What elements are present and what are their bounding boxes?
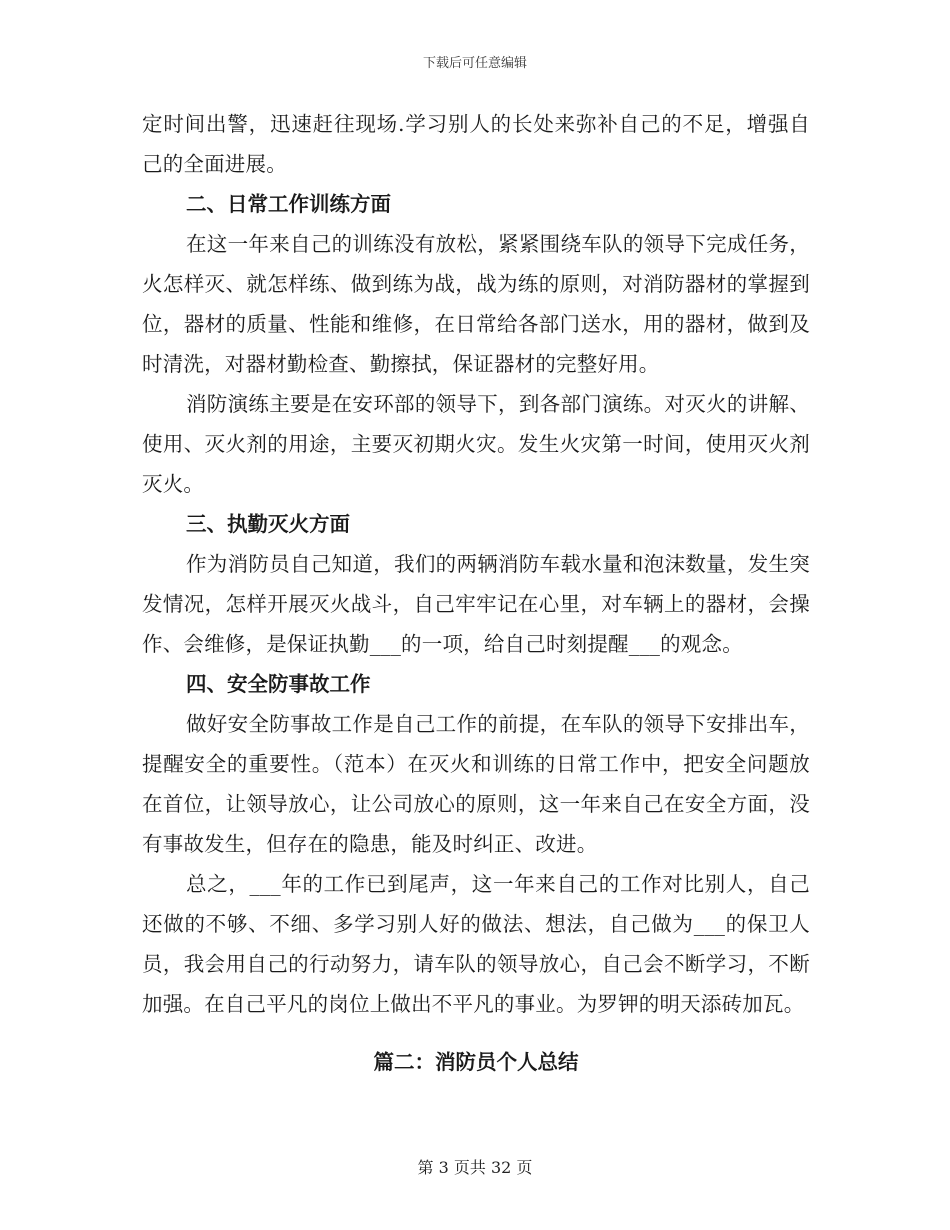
section-heading: 四、安全防事故工作	[186, 672, 371, 696]
paragraph: 作为消防员自己知道，我们的两辆消防车载水量和泡沫数量，发生突发情况，怎样开展灭火战斗，自己牢牢记在心里，对车辆上的器材，会操作、会维修，是保证执勤___的一项，给自己时刻提醒___的观念。	[142, 552, 810, 656]
article-title: 篇二：消防员个人总结	[373, 1050, 579, 1074]
paragraph: 定时间出警，迅速赶往现场.学习别人的长处来弥补自己的不足，增强自己的全面进展。	[142, 112, 810, 176]
paragraph: 在这一年来自己的训练没有放松，紧紧围绕车队的领导下完成任务，火怎样灭、就怎样练、做到练为战，战为练的原则，对消防器材的掌握到位，器材的质量、性能和维修，在日常给各部门送水，用的器材，做到及时清洗，对器材勤检查、勤擦拭，保证器材的完整好用。	[142, 232, 810, 376]
page-footer: 第 3 页共 32 页	[417, 1158, 533, 1177]
paragraph: 消防演练主要是在安环部的领导下，到各部门演练。对灭火的讲解、使用、灭火剂的用途，主要灭初期火灾。发生火灾第一时间，使用灭火剂灭火。	[142, 392, 810, 496]
section-heading: 三、执勤灭火方面	[186, 512, 350, 536]
document-body	[142, 104, 810, 1082]
section-heading: 二、日常工作训练方面	[186, 192, 391, 216]
paragraph: 总之，___年的工作已到尾声，这一年来自己的工作对比别人，自己还做的不够、不细、多学习别人好的做法、想法，自己做为___的保卫人员，我会用自己的行动努力，请车队的领导放心，自己会不断学习，不断加强。在自己平凡的岗位上做出不平凡的事业。为罗钾的明天添砖加瓦。	[142, 872, 810, 1016]
page-header: 下载后可任意编辑	[422, 56, 527, 71]
paragraph: 做好安全防事故工作是自己工作的前提，在车队的领导下安排出车，提醒安全的重要性。（范本）在灭火和训练的日常工作中，把安全问题放在首位，让领导放心，让公司放心的原则，这一年来自己在安全方面，没有事故发生，但存在的隐患，能及时纠正、改进。	[142, 712, 810, 856]
